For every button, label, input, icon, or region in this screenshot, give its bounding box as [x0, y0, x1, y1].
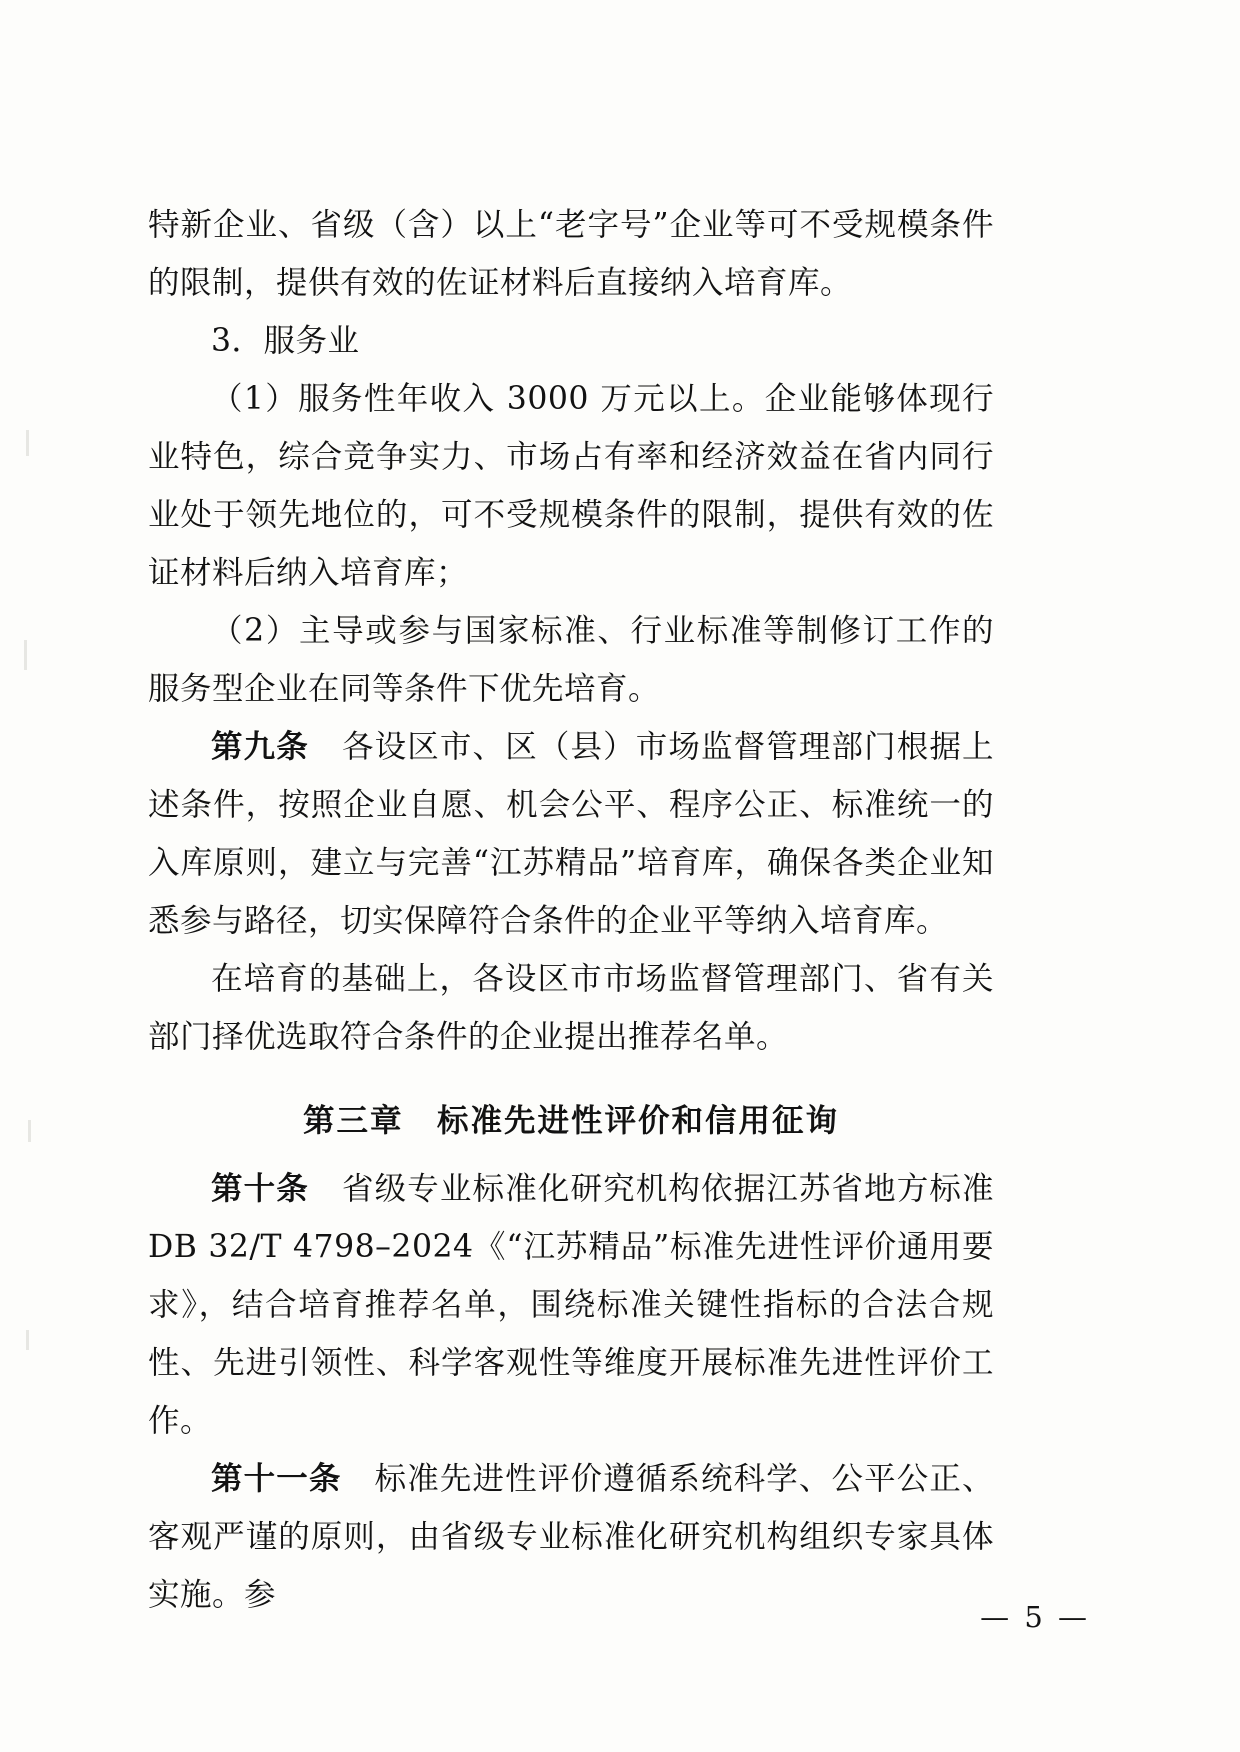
page-edge-mark: [26, 1330, 29, 1350]
paragraph-recommendation-list: 在培育的基础上，各设区市市场监督管理部门、省有关部门择优选取符合条件的企业提出推荐名单。: [148, 961, 994, 1055]
article-ten-label: 第十条: [211, 1170, 309, 1207]
paragraph-service-heading: 3．服务业: [211, 323, 360, 359]
article-ten-text: 省级专业标准化研究机构依据江苏省地方标准 DB 32/T 4798–2024《“江苏精品”标准先进性评价通用要求》，结合培育推荐名单，围绕标准关键性指标的合法合规性、先进引领性、科学客观性等维度开展标准先进性评价工作。: [148, 1171, 994, 1439]
article-nine-text: 各设区市、区（县）市场监督管理部门根据上述条件，按照企业自愿、机会公平、程序公正、标准统一的入库原则，建立与完善“江苏精品”培育库，确保各类企业知悉参与路径，切实保障符合条件的企业平等纳入培育库。: [148, 729, 994, 939]
page-edge-mark: [26, 430, 29, 456]
page-edge-mark: [24, 640, 27, 670]
article-eleven-text: 标准先进性评价遵循系统科学、公平公正、客观严谨的原则，由省级专业标准化研究机构组织专家具体实施。参: [148, 1461, 994, 1613]
paragraph-service-item-2: （2）主导或参与国家标准、行业标准等制修订工作的服务型企业在同等条件下优先培育。: [148, 613, 994, 707]
article-eleven-label: 第十一条: [211, 1460, 342, 1497]
article-nine-label: 第九条: [211, 728, 309, 765]
article-nine: [148, 718, 994, 950]
paragraph-continuation: 特新企业、省级（含）以上“老字号”企业等可不受规模条件的限制，提供有效的佐证材料后直接纳入培育库。: [148, 207, 994, 301]
chapter-heading: 第三章 标准先进性评价和信用征询: [302, 1102, 839, 1139]
page-edge-mark: [28, 1120, 31, 1142]
article-eleven: [148, 1450, 994, 1624]
article-ten: [148, 1160, 994, 1450]
page-number: — 5 —: [980, 1600, 1090, 1634]
document-body: [148, 196, 994, 1624]
paragraph-service-item-1: （1）服务性年收入 3000 万元以上。企业能够体现行业特色，综合竞争实力、市场占有率和经济效益在省内同行业处于领先地位的，可不受规模条件的限制，提供有效的佐证材料后纳入培育库；: [148, 381, 994, 591]
